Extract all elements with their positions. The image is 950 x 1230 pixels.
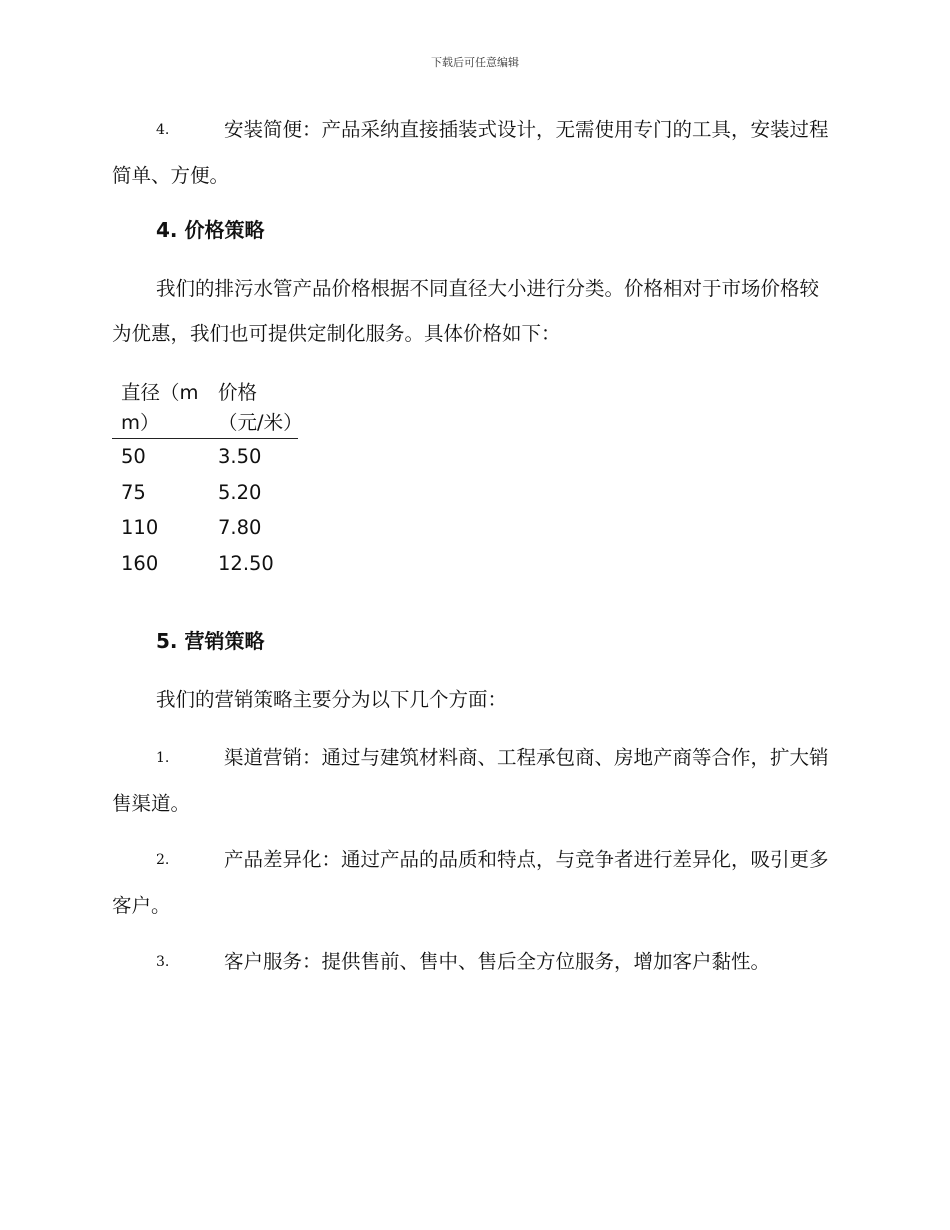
list-item-text: 渠道营销：通过与建筑材料商、工程承包商、房地产商等合作，扩大销售渠道。 — [112, 746, 829, 815]
section-heading-pricing: 4. 价格策略 — [156, 218, 265, 242]
page-header: 下载后可任意编辑 — [431, 56, 519, 69]
table-cell-diameter: 160 — [121, 551, 159, 575]
table-cell-price: 5.20 — [218, 480, 262, 504]
table-cell-price: 12.50 — [218, 551, 274, 575]
column-header-price: 价格（元/米） — [209, 378, 298, 439]
table-cell-price: 7.80 — [218, 516, 262, 539]
table-cell-diameter: 50 — [121, 445, 146, 468]
list-number: 1. — [156, 750, 170, 766]
list-item-differentiation — [112, 837, 834, 928]
price-table — [112, 378, 303, 581]
column-header-diameter: 直径（mm） — [112, 378, 209, 439]
list-item-channel — [112, 735, 834, 826]
table-row — [112, 510, 298, 546]
list-item-text: 安装简便：产品采纳直接插装式设计，无需使用专门的工具，安装过程简单、方便。 — [112, 118, 829, 187]
list-item-service — [112, 939, 834, 985]
table-cell-diameter: 110 — [121, 516, 159, 539]
table-row — [112, 439, 298, 475]
list-number: 3. — [156, 954, 170, 970]
list-item-text: 产品差异化：通过产品的品质和特点，与竞争者进行差异化，吸引更多客户。 — [112, 848, 829, 917]
list-number: 4. — [156, 122, 170, 138]
table-cell-diameter: 75 — [121, 480, 146, 504]
list-item-install — [112, 107, 834, 198]
pricing-intro-paragraph: 我们的排污水管产品价格根据不同直径大小进行分类。价格相对于市场价格较为优惠，我们也可提供定制化服务。具体价格如下： — [112, 277, 820, 345]
list-item-text: 客户服务：提供售前、售中、售后全方位服务，增加客户黏性。 — [224, 950, 771, 973]
table-row — [112, 546, 298, 582]
list-number: 2. — [156, 852, 170, 868]
table-header-row — [112, 378, 298, 439]
table-cell-price: 3.50 — [218, 445, 262, 468]
marketing-intro-paragraph: 我们的营销策略主要分为以下几个方面： — [156, 688, 508, 711]
table-row — [112, 475, 298, 511]
section-heading-marketing: 5. 营销策略 — [156, 629, 265, 653]
